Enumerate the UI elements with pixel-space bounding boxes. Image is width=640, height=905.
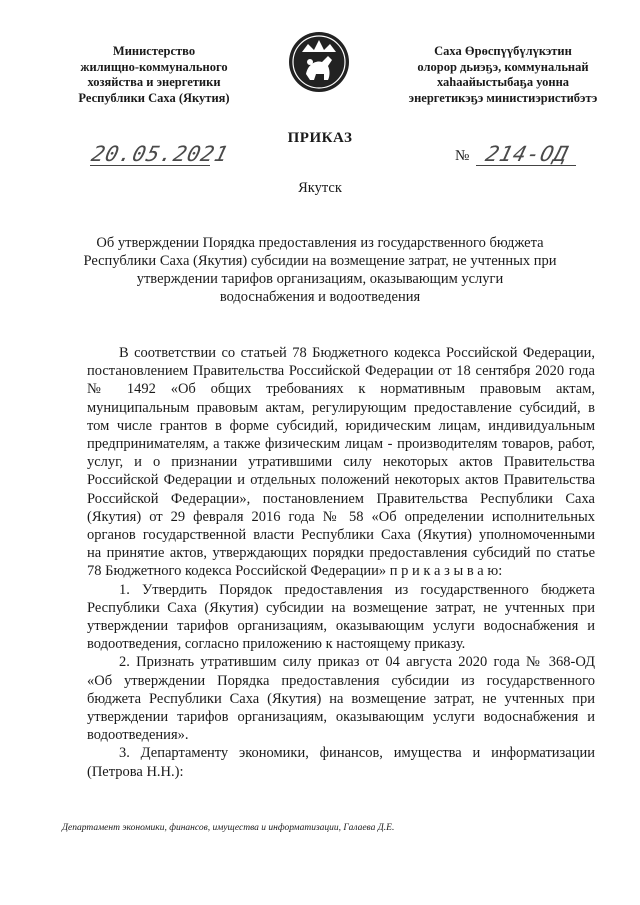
- body-line: утверждении тарифов организациям, оказывающим услуги водоснабжения и: [87, 709, 595, 726]
- body-line: 1. Утвердить Порядок предоставления из государственного бюджета: [119, 581, 595, 598]
- body-line: 78 Бюджетного кодекса Российской Федерации» п р и к а з ы в а ю:: [87, 563, 503, 580]
- coat-of-arms-icon: [288, 30, 350, 94]
- ministry-name-line: хозяйства и энергетики: [87, 75, 221, 89]
- order-number: 214-ОД: [483, 142, 571, 166]
- body-line: «Об утверждении Порядка предоставления субсидии из государственного: [87, 672, 595, 689]
- body-line: на принятие актов, утверждающих порядки предоставления субсидий по статье: [87, 545, 595, 562]
- body-line: бюджета Республики Саха (Якутия) на возмещение затрат, не учтенных при: [87, 690, 595, 707]
- document-title: ПРИКАЗ: [287, 130, 353, 146]
- subject-line: Об утверждении Порядка предоставления из государственного бюджета: [96, 235, 544, 251]
- ministry-name-line: олорор дьиэҕэ, коммунальнай: [417, 59, 589, 74]
- order-body: [87, 344, 595, 781]
- ministry-name-line: Республики Саха (Якутия): [78, 90, 230, 105]
- body-line: 2. Признать утратившим силу приказ от 04 августа 2020 года № 368-ОД: [119, 654, 595, 671]
- body-line: утверждении тарифов организациям, оказывающим услуги водоснабжения и: [87, 618, 595, 635]
- order-date: 20.05.2021: [89, 142, 232, 166]
- ministry-name-line: энергетикэҕэ министиэристибэтэ: [408, 90, 598, 105]
- ministry-name-line: жилищно-коммунального: [80, 59, 228, 74]
- ministry-name-line: Саха Өрөспүүбүлүкэтин: [434, 44, 572, 58]
- ministry-name-line: хаһаайыстыбаҕа уонна: [436, 75, 570, 89]
- footer-note: Департамент экономики, финансов, имущества и информатизации, Галаева Д.Е.: [62, 823, 395, 833]
- body-line: (Петрова Н.Н.):: [87, 763, 184, 780]
- body-line: № 1492 «Об общих требованиях к нормативным правовым актам,: [87, 381, 595, 398]
- body-line: водоотведения».: [87, 727, 189, 744]
- body-line: водоотведения, согласно приложению к настоящему приказу.: [87, 636, 466, 653]
- body-line: Российской Федерации и отдельных положений некоторых актов Правительства: [87, 472, 595, 489]
- body-line: 3. Департаменту экономики, финансов, имущества и информатизации: [119, 745, 595, 762]
- subject-line: Республики Саха (Якутия) субсидии на возмещение затрат, не учтенных при: [83, 253, 557, 269]
- body-line: муниципальным правовым актам, регулирующим предоставление субсидий, в: [87, 399, 595, 416]
- body-line: услуг, и о признании утратившими силу некоторых актов Правительства: [87, 454, 595, 471]
- body-line: постановлением Правительства Российской Федерации от 18 сентября 2020 года: [87, 363, 595, 380]
- subject-line: утверждении тарифов организациям, оказывающим услуги: [136, 271, 504, 287]
- date-underline: [90, 165, 210, 166]
- subject-line: водоснабжения и водоотведения: [219, 289, 421, 305]
- body-line: Республики Саха (Якутия) субсидии на возмещение затрат, не учтенных при: [87, 599, 595, 616]
- number-underline: [476, 165, 576, 166]
- body-line: предпринимателям, а также физическим лицам - производителям товаров, работ,: [87, 436, 595, 453]
- ministry-name-russian: [64, 44, 244, 106]
- body-line: том числе грантов в форме субсидий, юридическим лицам, индивидуальным: [87, 417, 595, 434]
- body-line: органов государственной власти Республики Саха (Якутия) уполномоченными: [87, 527, 595, 544]
- order-number-label: №: [455, 148, 470, 164]
- ministry-name-line: Министерство: [112, 44, 196, 58]
- city: Якутск: [298, 180, 342, 196]
- order-subject: [80, 234, 560, 306]
- body-line: В соответствии со статьей 78 Бюджетного кодекса Российской Федерации,: [119, 345, 595, 361]
- ministry-name-yakut: [398, 44, 608, 106]
- body-line: Российской Федерации», постановлением Правительства Республики Саха: [87, 490, 595, 507]
- body-line: (Якутия) от 29 февраля 2016 года № 58 «Об определении исполнительных: [87, 508, 595, 525]
